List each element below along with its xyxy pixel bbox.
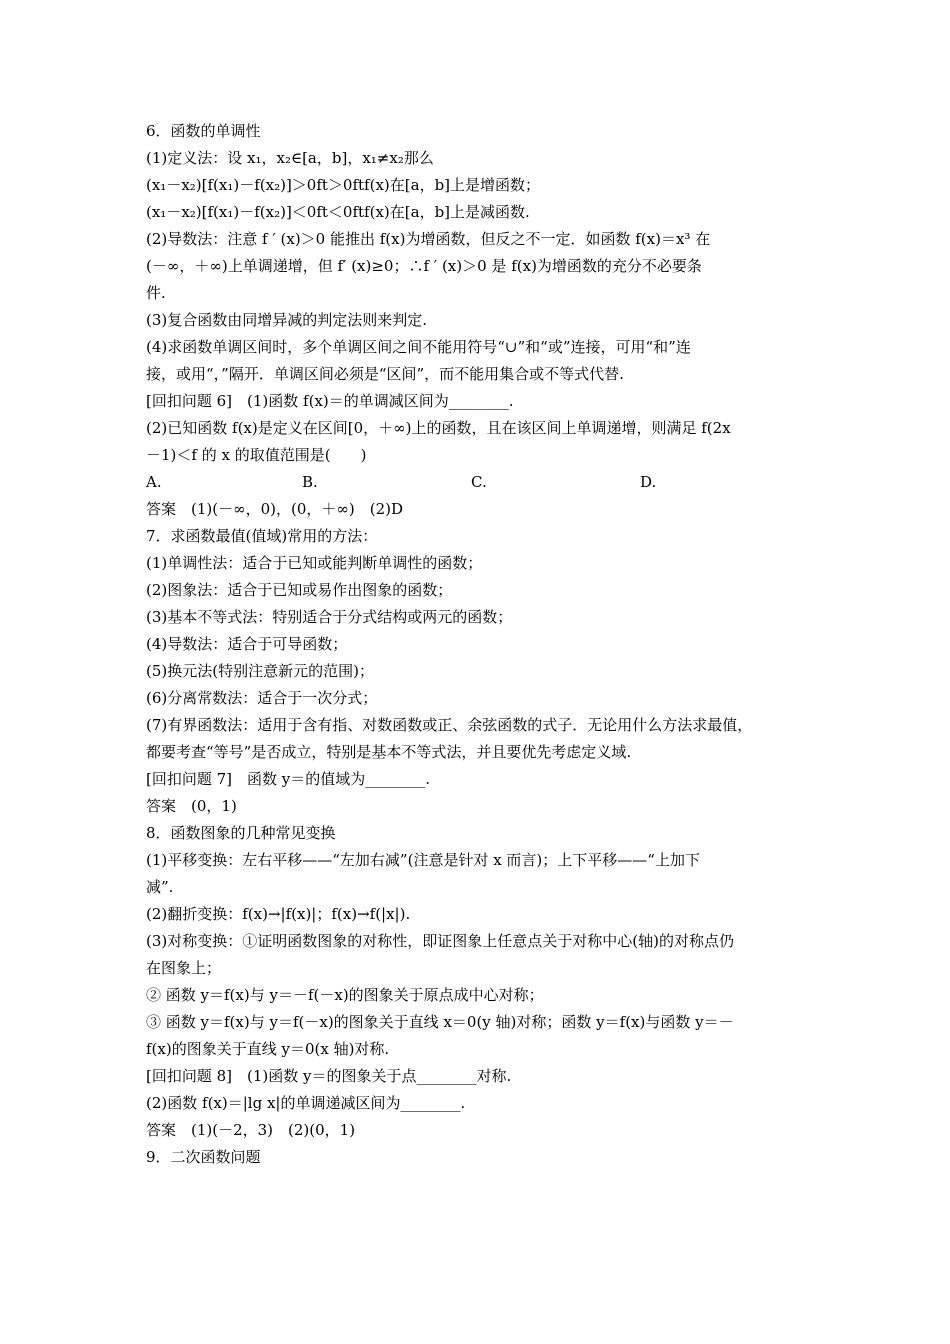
- review-question-7: [回扣问题 7] 函数 y＝的值域为________.: [146, 770, 431, 788]
- text-line: (1)单调性法：适合于已知或能判断单调性的函数；: [146, 554, 483, 572]
- text-line: (7)有界函数法：适用于含有指、对数函数或正、余弦函数的式子．无论用什么方法求最值，: [146, 716, 753, 734]
- section-heading-extrema: 7．求函数最值(值域)常用的方法：: [146, 527, 378, 545]
- text-line: (2)翻折变换：f(x)→|f(x)|；f(x)→f(|x|).: [146, 905, 411, 923]
- text-line: (－∞，＋∞)上单调递增，但 f′ (x)≥0；∴f ′ (x)＞0 是 f(x)为增函数的充分不必要条: [146, 257, 702, 275]
- text-line: －1)＜f 的 x 的取值范围是( ): [146, 446, 367, 464]
- answer-line: 答案 (1)(－2，3) (2)(0，1): [146, 1121, 356, 1139]
- text-line: (6)分离常数法：适合于一次分式；: [146, 689, 378, 707]
- section-heading-transformations: 8．函数图象的几种常见变换: [146, 824, 336, 842]
- text-line: 接，或用“，”隔开．单调区间必须是“区间”，而不能用集合或不等式代替.: [146, 365, 624, 383]
- review-question-8: [回扣问题 8] (1)函数 y＝的图象关于点________对称.: [146, 1067, 512, 1085]
- text-line: (2)图象法：适合于已知或易作出图象的函数；: [146, 581, 453, 599]
- text-line: (2)导数法：注意 f ′ (x)＞0 能推出 f(x)为增函数，但反之不一定．如函数 f(x)＝x³ 在: [146, 230, 711, 248]
- review-question-6: [回扣问题 6] (1)函数 f(x)＝的单调减区间为________.: [146, 392, 514, 410]
- option-c: C.: [471, 473, 487, 491]
- text-line: 在图象上；: [146, 959, 222, 977]
- option-b: B.: [302, 473, 318, 491]
- text-line: (4)导数法：适合于可导函数；: [146, 635, 348, 653]
- section-heading-monotonicity: 6．函数的单调性: [146, 122, 261, 140]
- text-line: f(x)的图象关于直线 y＝0(x 轴)对称.: [146, 1040, 390, 1058]
- text-line: 减”.: [146, 878, 174, 896]
- option-a: A.: [146, 473, 162, 491]
- text-line: (3)基本不等式法：特别适合于分式结构或两元的函数；: [146, 608, 513, 626]
- text-line: (3)复合函数由同增异减的判定法则来判定.: [146, 311, 428, 329]
- text-line: ② 函数 y＝f(x)与 y＝－f(－x)的图象关于原点成中心对称；: [146, 986, 544, 1004]
- option-d: D.: [640, 473, 657, 491]
- text-line: (4)求函数单调区间时，多个单调区间之间不能用符号“∪”和“或”连接，可用“和”连: [146, 338, 691, 356]
- answer-options: [146, 469, 806, 496]
- section-heading-quadratic: 9．二次函数问题: [146, 1148, 261, 1166]
- text-line: (1)定义法：设 x₁，x₂∈[a，b]，x₁≠x₂那么: [146, 149, 434, 167]
- text-line: (x₁－x₂)[f(x₁)－f(x₂)]＞0ft＞0ftf(x)在[a，b]上是增函数；: [146, 176, 541, 194]
- answer-line: 答案 (1)(－∞，0)，(0，＋∞) (2)D: [146, 500, 404, 518]
- text-line: (1)平移变换：左右平移——“左加右减”(注意是针对 x 而言)；上下平移——“上加下: [146, 851, 700, 869]
- document-body: [146, 118, 806, 1171]
- text-line: ③ 函数 y＝f(x)与 y＝f(－x)的图象关于直线 x＝0(y 轴)对称；函数 y＝f(x)与函数 y＝－: [146, 1013, 734, 1031]
- text-line: (3)对称变换：①证明函数图象的对称性，即证图象上任意点关于对称中心(轴)的对称点仍: [146, 932, 734, 950]
- text-line: (5)换元法(特别注意新元的范围)；: [146, 662, 374, 680]
- text-line: 件.: [146, 284, 166, 302]
- text-line: 都要考查“等号”是否成立，特别是基本不等式法，并且要优先考虑定义域.: [146, 743, 632, 761]
- text-line: (2)函数 f(x)＝|lg x|的单调递减区间为________.: [146, 1094, 466, 1112]
- answer-line: 答案 (0，1): [146, 797, 237, 815]
- text-line: (2)已知函数 f(x)是定义在区间[0，＋∞)上的函数，且在该区间上单调递增，则满足 f(2x: [146, 419, 731, 437]
- text-line: (x₁－x₂)[f(x₁)－f(x₂)]＜0ft＜0ftf(x)在[a，b]上是减函数.: [146, 203, 530, 221]
